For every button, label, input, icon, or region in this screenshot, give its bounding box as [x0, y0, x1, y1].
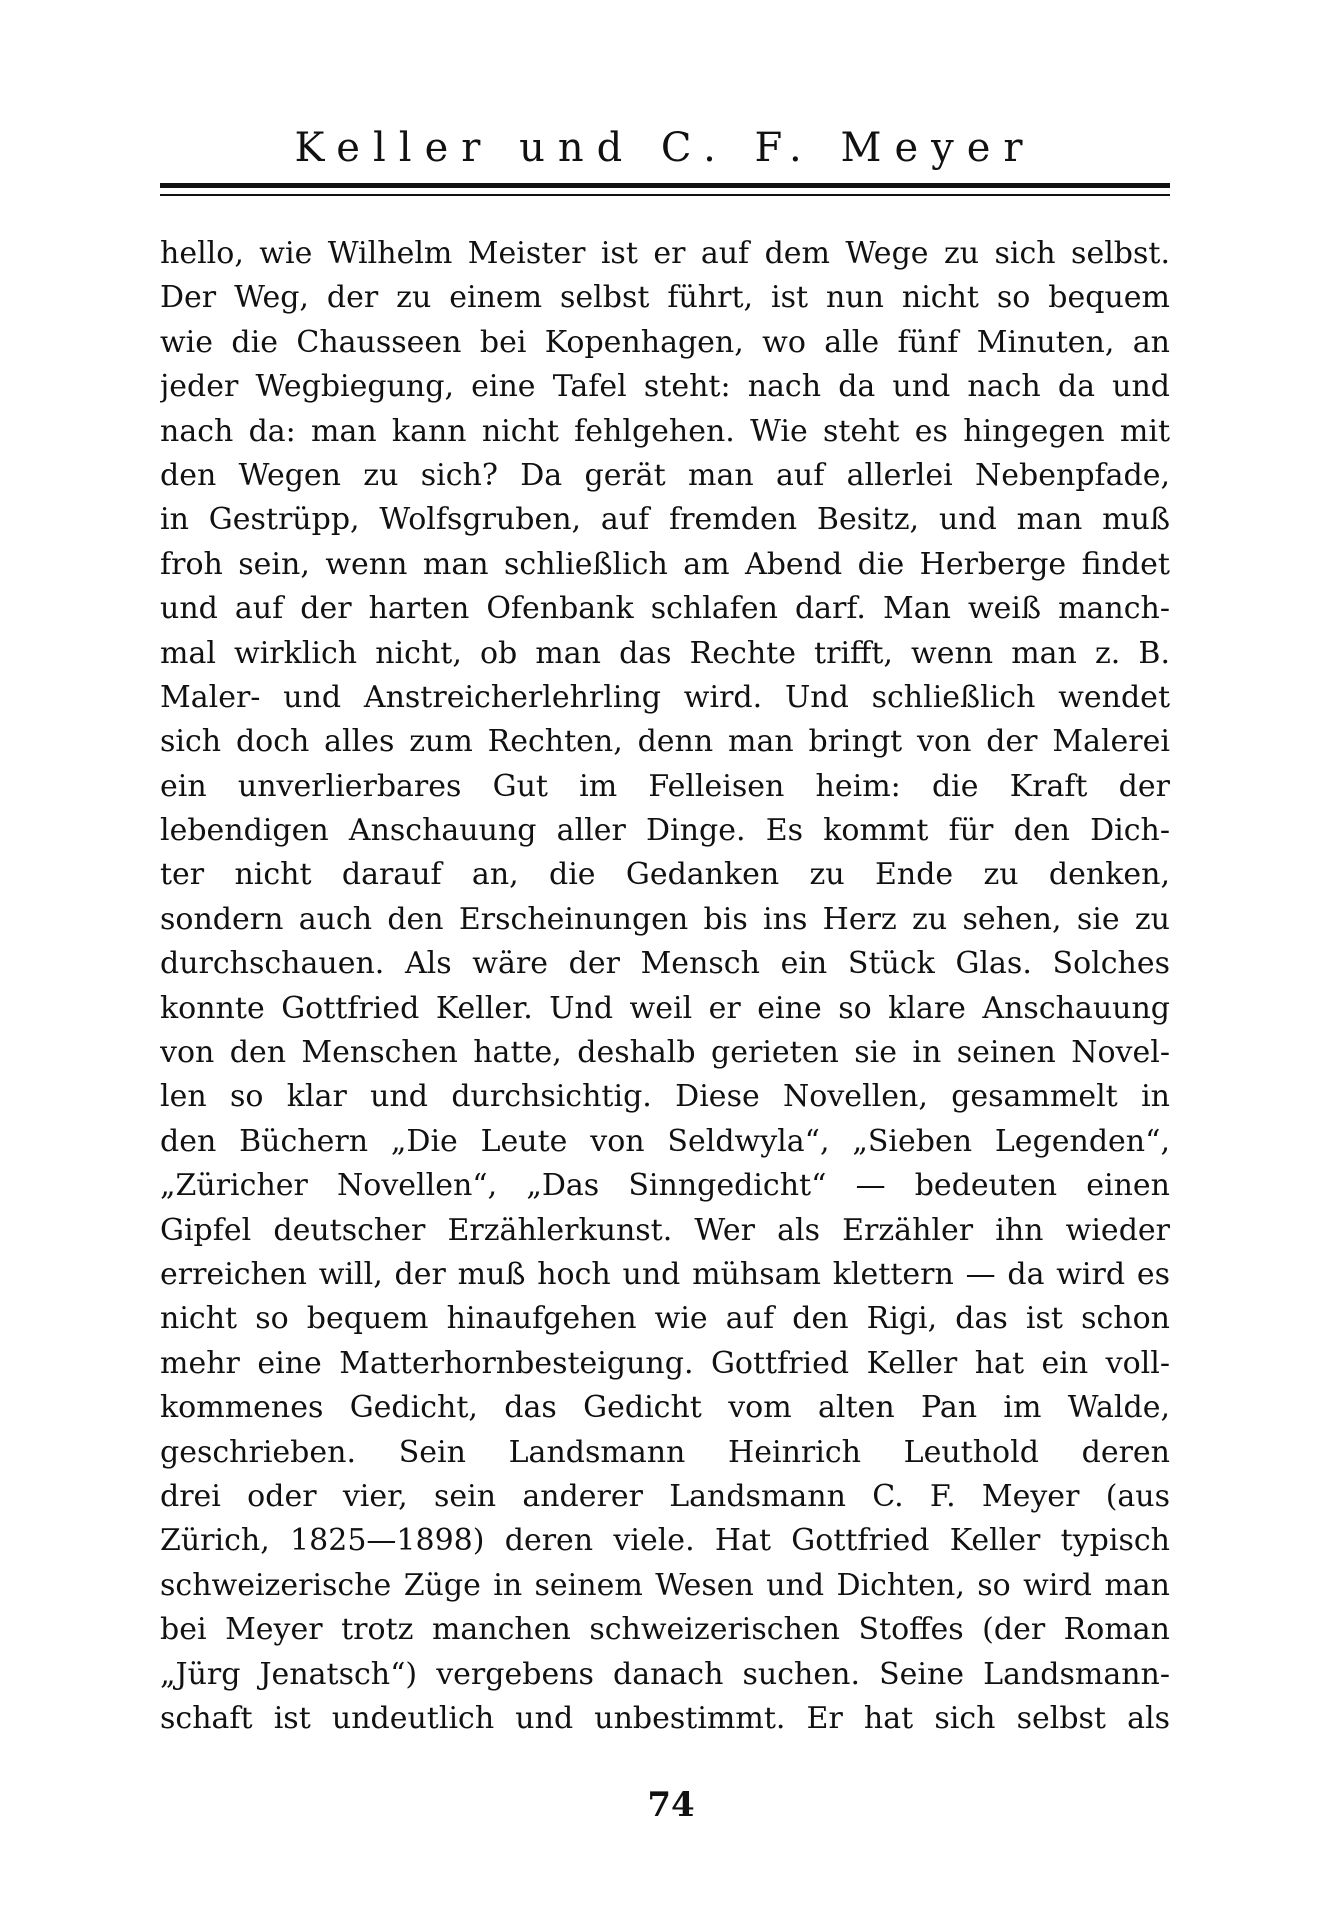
text-line: schaft ist undeutlich und unbestimmt. Er hat sich selbst als [160, 1700, 1170, 1736]
text-line: Maler- und Anstreicherlehrling wird. Und schließlich wendet [160, 679, 1170, 715]
text-line: in Gestrüpp, Wolfsgruben, auf fremden Besitz, und man muß [160, 502, 1170, 538]
page-number: 74 [647, 1785, 695, 1825]
body-text [160, 232, 1170, 1741]
text-line: bei Meyer trotz manchen schweizerischen Stoffes (der Roman [160, 1612, 1170, 1648]
text-line: konnte Gottfried Keller. Und weil er eine so klare Anschauung [160, 990, 1170, 1026]
text-line: wie die Chausseen bei Kopenhagen, wo alle fünf Minuten, an [160, 324, 1170, 360]
text-line: hello, wie Wilhelm Meister ist er auf dem Wege zu sich selbst. [160, 236, 1170, 271]
text-line: sich doch alles zum Rechten, denn man bringt von der Malerei [160, 724, 1170, 760]
text-line: Gipfel deutscher Erzählerkunst. Wer als Erzähler ihn wieder [160, 1212, 1170, 1248]
text-line: Der Weg, der zu einem selbst führt, ist nun nicht so bequem [160, 280, 1170, 316]
text-line: erreichen will, der muß hoch und mühsam klettern — da wird es [160, 1256, 1170, 1292]
text-line: und auf der harten Ofenbank schlafen darf. Man weiß manch- [160, 591, 1170, 627]
text-line: Zürich, 1825—1898) deren viele. Hat Gottfried Keller typisch [160, 1523, 1170, 1559]
text-line: mal wirklich nicht, ob man das Rechte trifft, wenn man z. B. [160, 635, 1170, 671]
text-line: sondern auch den Erscheinungen bis ins Herz zu sehen, sie zu [160, 901, 1170, 937]
text-line: ein unverlierbares Gut im Felleisen heim: die Kraft der [160, 768, 1170, 804]
text-line: nicht so bequem hinaufgehen wie auf den Rigi, das ist schon [160, 1301, 1170, 1337]
text-line: „Jürg Jenatsch“) vergebens danach suchen. Seine Landsmann- [160, 1656, 1170, 1692]
text-line: schweizerische Züge in seinem Wesen und Dichten, so wird man [160, 1567, 1170, 1603]
text-line: jeder Wegbiegung, eine Tafel steht: nach da und nach da und [160, 369, 1170, 405]
running-head: Keller und C. F. Meyer [294, 125, 1036, 171]
text-line: ter nicht darauf an, die Gedanken zu Ende zu denken, [160, 857, 1170, 893]
text-line: froh sein, wenn man schließlich am Abend die Herberge findet [160, 546, 1170, 582]
text-line: mehr eine Matterhornbesteigung. Gottfried Keller hat ein voll- [160, 1345, 1170, 1381]
text-line: von den Menschen hatte, deshalb gerieten sie in seinen Novel- [160, 1035, 1170, 1071]
text-line: drei oder vier, sein anderer Landsmann C. F. Meyer (aus [160, 1478, 1170, 1514]
header-rule-thin [160, 194, 1170, 196]
text-line: len so klar und durchsichtig. Diese Novellen, gesammelt in [160, 1079, 1170, 1115]
text-line: geschrieben. Sein Landsmann Heinrich Leuthold deren [160, 1434, 1170, 1470]
text-line: durchschauen. Als wäre der Mensch ein Stück Glas. Solches [160, 946, 1170, 982]
text-line: lebendigen Anschauung aller Dinge. Es kommt für den Dich- [160, 813, 1170, 849]
text-line: nach da: man kann nicht fehlgehen. Wie steht es hingegen mit [160, 413, 1170, 449]
text-line: den Büchern „Die Leute von Seldwyla“, „Sieben Legenden“, [160, 1123, 1170, 1159]
text-line: den Wegen zu sich? Da gerät man auf allerlei Nebenpfade, [160, 457, 1170, 493]
header-rule-thick [160, 183, 1170, 188]
text-line: „Züricher Novellen“, „Das Sinngedicht“ — bedeuten einen [160, 1168, 1170, 1204]
text-line: kommenes Gedicht, das Gedicht vom alten Pan im Walde, [160, 1390, 1170, 1426]
